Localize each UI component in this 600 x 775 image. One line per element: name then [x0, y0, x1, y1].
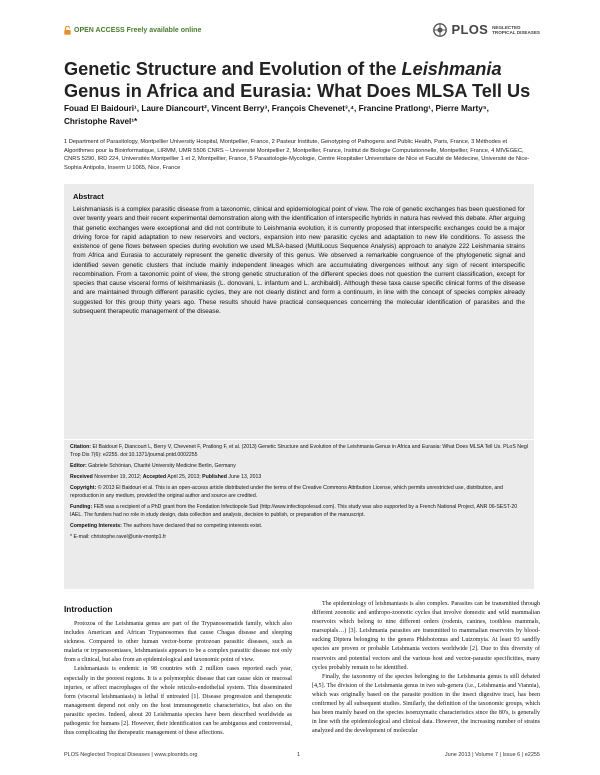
editor: Editor: Gabriele Schönian, Charité University Medicine Berlin, Germany	[70, 462, 236, 469]
funding: Funding: FEB was a recipient of a PhD grant from the Fondation Infectiopole Sud (http://www.infectiopolesud.com). This study was also supported by a French National Project, ANR 06-SEST-20 IAEL. The funders had no role in study design, data collection and analysis, decision to publish, or preparation of the manuscript.	[70, 503, 518, 518]
journal-brand: PLOS	[451, 22, 489, 37]
open-access-banner	[64, 26, 201, 35]
body-column-left	[64, 600, 292, 738]
open-access-text: OPEN ACCESS Freely available online	[74, 27, 202, 34]
affiliations: 1 Department of Parasitology, Montpellier University Hospital, Montpellier, France, 2 Pasteur Institute, Genotyping of Pathogens and Public Health, Paris, France, 3 Méthodes et Algorithmes pour la Bioinformatique, LIRMM, UMR 5506 CNRS – Université Montpellier 2, Montpellier, France, Institut de Biologie Computationnelle, Montpellier, France, 4 MIVEGEC, CNRS 5290, IRD 224, Universités Montpellier 1 et 2, Montpellier, France, 5 Parasitologie-Mycologie, Centre Hospitalier Universitaire de Nice et Faculté de Médecine, Université de Nice-Sophia Antipolis, Inserm U 1065, Nice, France	[64, 139, 530, 171]
footer-issue: June 2013 | Volume 7 | Issue 6 | e2255	[444, 752, 540, 758]
paragraph: The epidemiology of leishmaniasis is also complex. Parasites can be transmitted through different zoonotic and anthropo-zoonotic cycles that involve domestic and wild mammalian reservoirs which belong to nine different orders (rodents, canines, toothless mammals, marsupials…) [3]. Leishmania parasites are transmitted to mammalian reservoirs by blood-sucking Diptera belonging to the genera Phlebotomus and Lutzomyia. At least 93 sandfly species are proven or probable Leishmania vectors worldwide [2]. Due to this diversity of reservoirs and potential vectors and the various host and vector-parasite specificities, many cycles probably remain to be identified.	[312, 601, 540, 671]
body-column-right	[312, 600, 540, 736]
paragraph: Leishmaniasis is endemic in 98 countries with 2 million cases reported each year, especially in the poorest regions. It is a polymorphic disease that can cause skin or mucosal injuries, or affect macrophages of the whole reticulo-endothelial system. This disseminated form (visceral leishmaniasis) is lethal if untreated [1]. Disease progression and therapeutic management depend not only on the host immunogenetic characteristics, but also on the parasitic species. Indeed, about 20 Leishmania species have been described worldwide as pathogenic for humans [2]. However, their identification can be ambiguous and controversial, thus complicating the therapeutic management of these affections.	[64, 666, 292, 737]
introduction-heading: Introduction	[64, 604, 113, 614]
author-list: Fouad El Baidouri¹, Laure Diancourt², Vincent Berry³, François Chevenet³,⁴, Francine Pratlong¹, Pierre Marty⁵, Christophe Ravel¹*	[64, 104, 489, 126]
article-title	[64, 58, 544, 102]
journal-name-line-1: NEGLECTED	[492, 24, 521, 30]
dates: Received November 19, 2012; Accepted April 25, 2013; Published June 13, 2013	[70, 473, 262, 480]
footer-journal-url[interactable]: PLOS Neglected Tropical Diseases | www.plosntds.org	[64, 752, 198, 758]
competing-interests: Competing Interests: The authors have declared that no competing interests exist.	[70, 522, 263, 529]
title-genus: Leishmania	[401, 59, 502, 79]
paragraph: Protozoa of the Leishmania genus are part of the Trypanosomatids family, which also includes American and African Trypanosomes that cause Chagas disease and sleeping sickness. Compared to other human vector-borne protozoan parasitic diseases, such as malaria or trypanosomiases, leishmaniasis appears to be a complex parasitic disease not only from a clinical, but also from an epidemiological and taxonomic point of view.	[64, 621, 292, 664]
citation: Citation: El Baidouri F, Diancourt L, Berry V, Chevenet F, Pratlong F, et al. (2013) Genetic Structure and Evolution of the Leishmania Genus in Africa and Eurasia: What Does MLSA Tell Us. PLoS Negl Trop Dis 7(6): e2255. doi:10.1371/journal.pntd.0002255	[70, 444, 528, 458]
corresponding-email[interactable]: * E-mail: christophe.ravel@univ-montp1.fr	[70, 533, 167, 540]
paragraph: Finally, the taxonomy of the species belonging to the Leishmania genus is still debated [4,5]. The division of the Leishmania genus in two sub-genera (i.e., Leishmania and Viannia), which was originally based on the parasite position in the insect digestive tract, has been confirmed by all subsequent studies. Similarly, the definition of the taxonomic groups, which has been mainly based on the species isoenzymatic characteristics since the 80's, is generally in line with the epidemiological and clinical data. However, the increasing number of strains analyzed and the development of molecular	[312, 673, 540, 735]
copyright: Copyright: © 2013 El Baidouri et al. This is an open-access article distributed under the terms of the Creative Commons Attribution License, which permits unrestricted use, distribution, and reproduction in any medium, provided the original author and source are credited.	[70, 485, 504, 499]
page-footer	[64, 752, 540, 762]
article-info-box	[64, 440, 534, 589]
title-part-2: Genus in Africa and Eurasia: What Does MLSA Tell Us	[64, 81, 531, 101]
page-header	[64, 22, 540, 42]
plos-mark-icon	[433, 23, 447, 37]
abstract-text: Leishmaniasis is a complex parasitic disease from a taxonomic, clinical and epidemiological point of view. The role of genetic exchanges has been questioned for over twenty years and their recent experimental demonstration along with the identification of interspecific hybrids in natura has revived this debate. After arguing that genetic exchanges were exceptional and did not contribute to Leishmania evolution, it is currently proposed that interspecific exchanges could be a major driving force for rapid adaptation to new reservoirs and vectors, expansion into new parasitic cycles and adaptation to new life conditions. To assess the existence of gene flows between species during evolution we used MLSA-based (MultiLocus Sequence Analysis) approach to analyze 222 Leishmania strains from Africa and Eurasia to accurately represent the genetic diversity of this genus. We observed a remarkable congruence of the phylogenetic signal and identified seven genetic clusters that include mainly independent lineages which are accumulating divergences without any sign of recent interspecific recombination. From a taxonomic point of view, the strong genetic structuration of the different species does not question the current classification, except for species that cause visceral forms of leishmaniasis (L. donovani, L. infantum and L. archibaldi). Although these taxa cause specific clinical forms of the disease and are maintained through different parasitic cycles, they are not clearly distinct and form a continuum, in line with the concept of species complex already suggested for this group thirty years ago. These results should have practical consequences concerning the molecular identification of parasites and the subsequent therapeutic management of the disease.	[73, 206, 525, 315]
journal-name-line-2: TROPICAL DISEASES	[492, 29, 540, 35]
abstract-heading: Abstract	[73, 192, 104, 201]
journal-logo[interactable]	[433, 22, 540, 37]
title-part-1: Genetic Structure and Evolution of the	[64, 59, 402, 79]
page-number: 1	[297, 752, 301, 758]
abstract-box	[64, 184, 534, 439]
open-access-lock-icon	[64, 26, 71, 35]
